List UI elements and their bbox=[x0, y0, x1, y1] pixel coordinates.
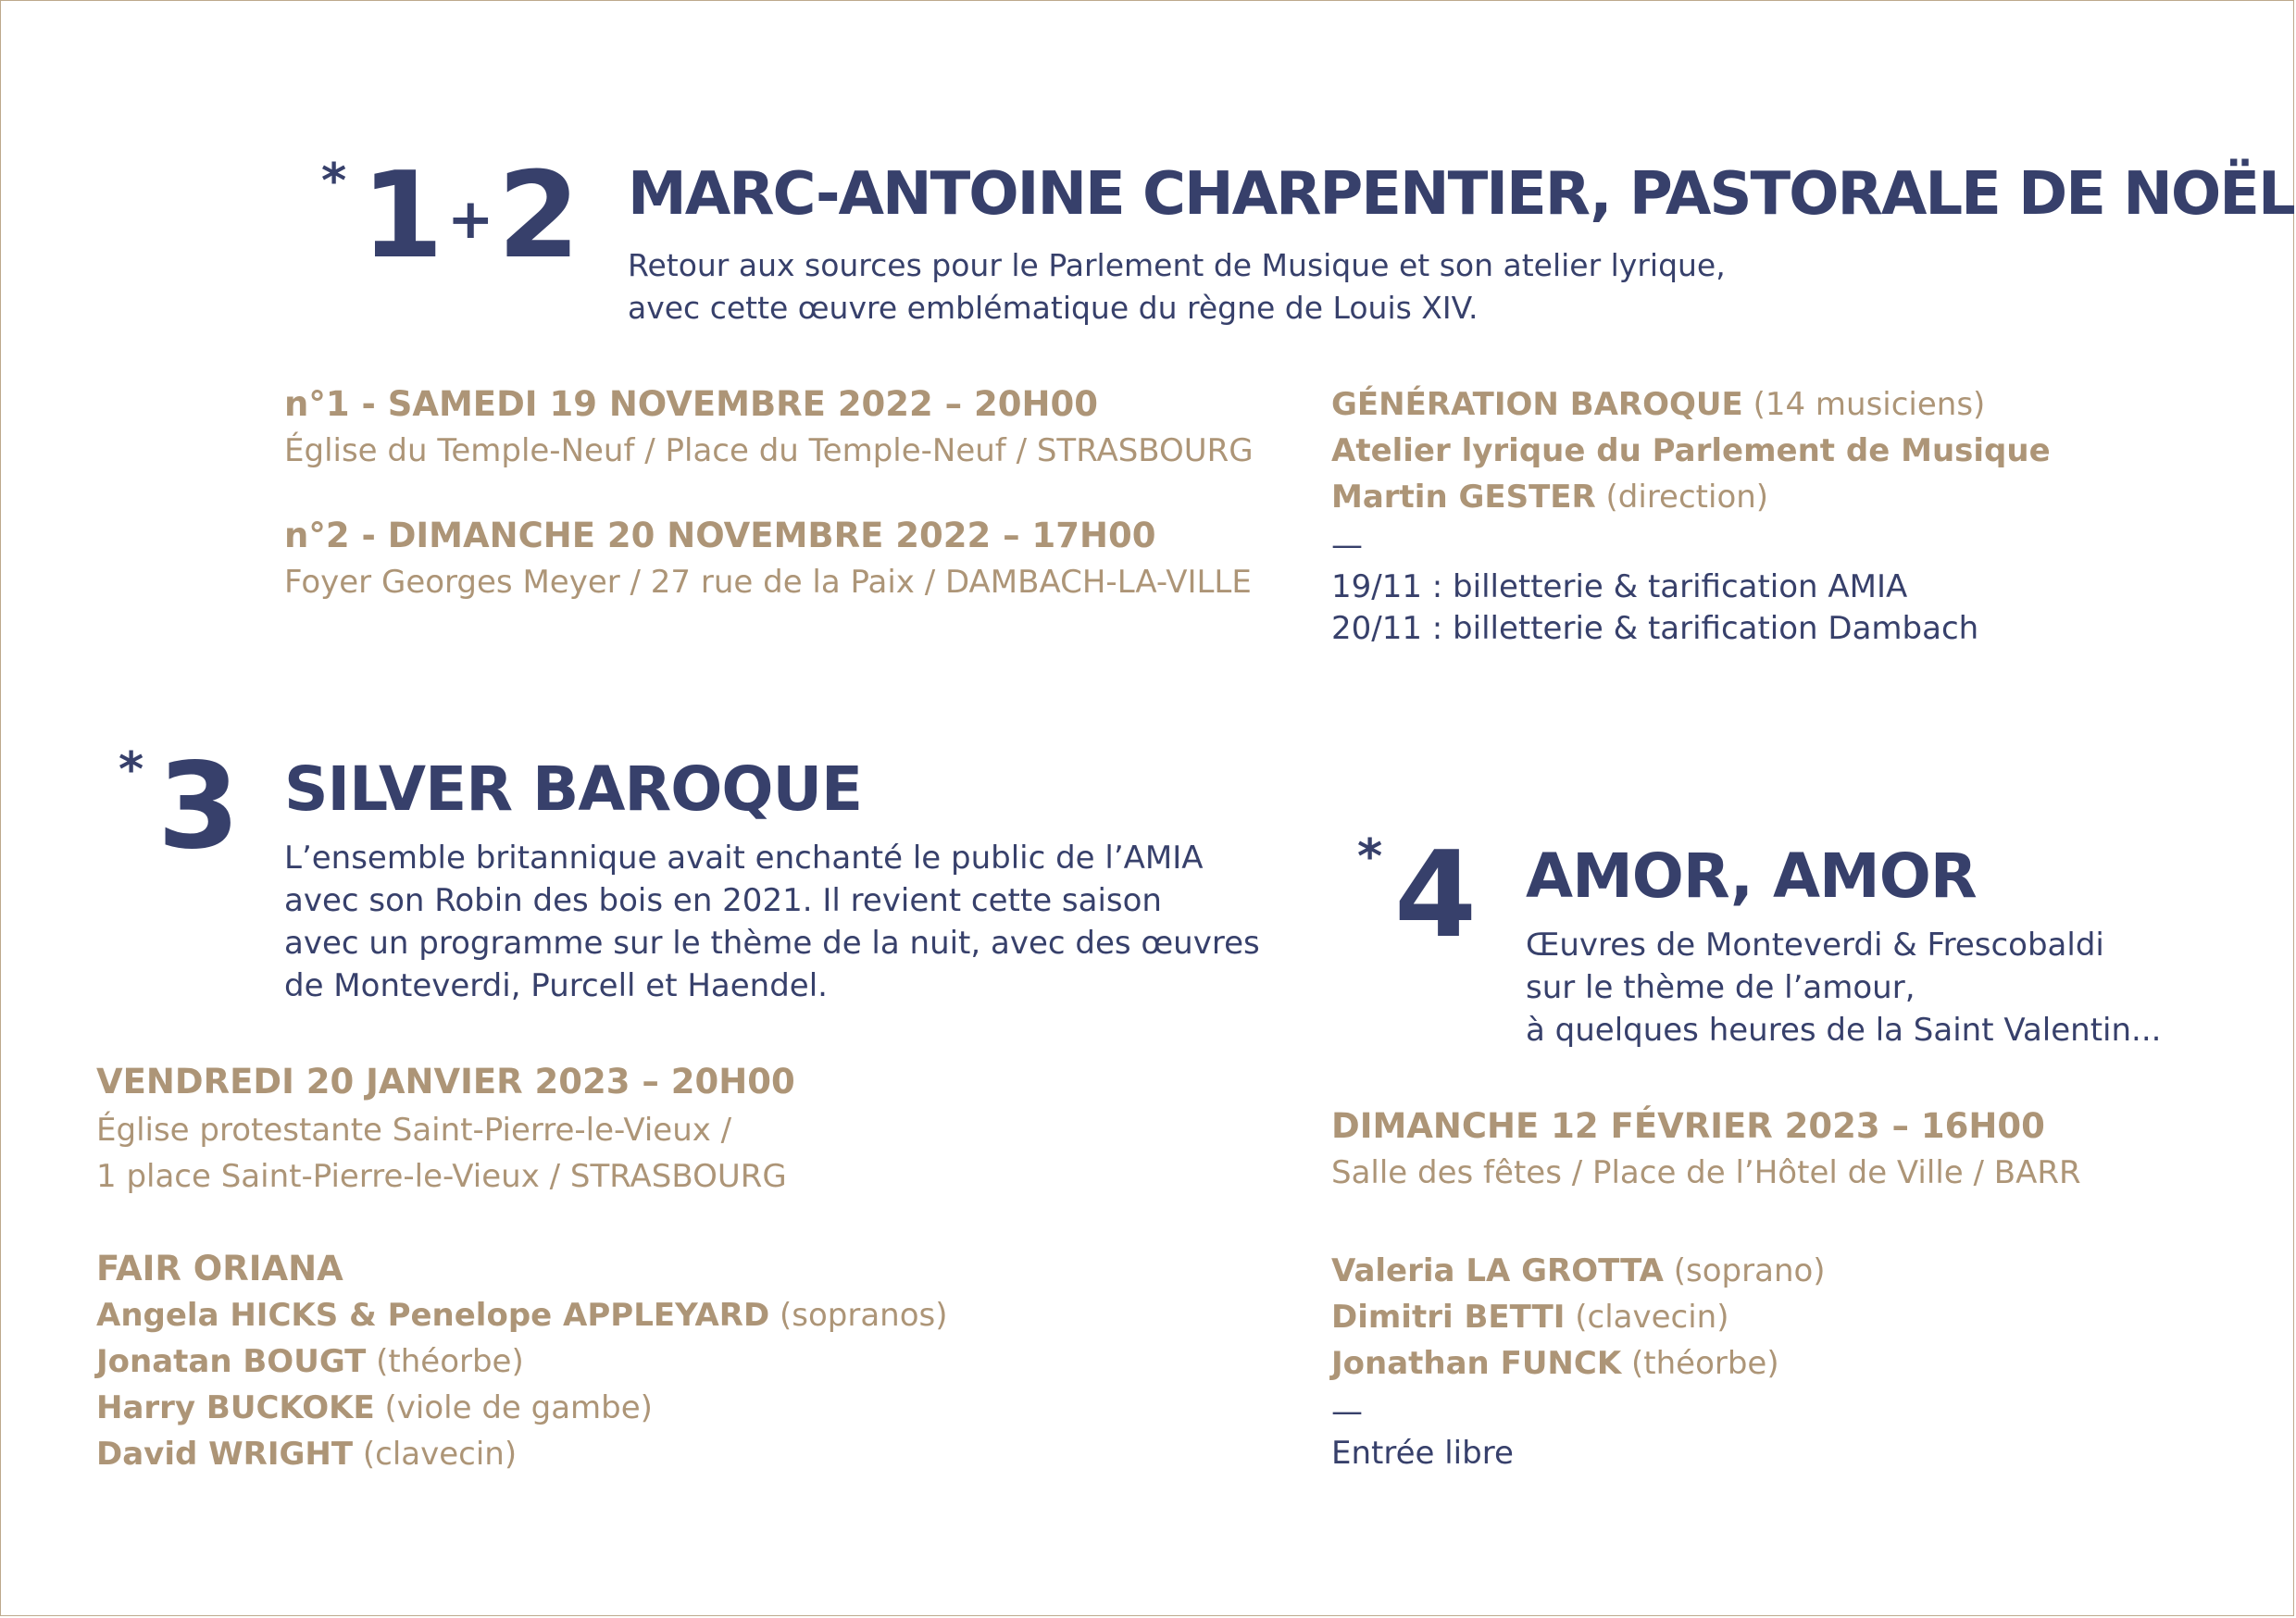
plus-sign: + bbox=[447, 187, 494, 252]
artist-name: GÉNÉRATION BAROQUE bbox=[1331, 386, 1743, 423]
concert-date-2: n°2 - DIMANCHE 20 NOVEMBRE 2022 – 17H00 bbox=[284, 516, 1156, 555]
artist-name: Harry BUCKOKE bbox=[96, 1389, 375, 1426]
artist-list bbox=[96, 1246, 948, 1477]
ticket-line: 19/11 : billetterie & tarification AMIA bbox=[1331, 568, 1908, 605]
intro-line: de Monteverdi, Purcell et Haendel. bbox=[284, 967, 828, 1004]
intro-line: à quelques heures de la Saint Valentin... bbox=[1526, 1012, 2162, 1049]
artist-line bbox=[96, 1338, 948, 1385]
concert-date-1: n°1 - SAMEDI 19 NOVEMBRE 2022 – 20H00 bbox=[284, 384, 1099, 424]
entry-info: Entrée libre bbox=[1331, 1435, 1514, 1472]
artist-role: (théorbe) bbox=[1621, 1345, 1779, 1382]
artist-role: (sopranos) bbox=[769, 1297, 948, 1334]
artist-role: (théorbe) bbox=[366, 1343, 524, 1380]
artist-name: Angela HICKS & Penelope APPLEYARD bbox=[96, 1297, 770, 1334]
ensemble-name: FAIR ORIANA bbox=[96, 1249, 343, 1288]
intro-line: L’ensemble britannique avait enchanté le public de l’AMIA bbox=[284, 840, 1204, 877]
artist-name: Valeria LA GROTTA bbox=[1331, 1252, 1664, 1289]
separator-dash: — bbox=[1331, 527, 1363, 564]
intro-line: avec son Robin des bois en 2021. Il revient cette saison bbox=[284, 882, 1162, 919]
artist-line bbox=[1331, 474, 2051, 520]
intro-line: Retour aux sources pour le Parlement de Musique et son atelier lyrique, bbox=[628, 247, 1726, 283]
number-2: 2 bbox=[497, 147, 580, 285]
venue-line: 1 place Saint-Pierre-le-Vieux / STRASBOURG bbox=[96, 1158, 787, 1195]
artist-list bbox=[1331, 1248, 1826, 1387]
artist-name: Jonathan FUNCK bbox=[1331, 1345, 1622, 1382]
artist-name: Martin GESTER bbox=[1331, 479, 1596, 516]
artist-line bbox=[96, 1292, 948, 1338]
separator-dash: — bbox=[1331, 1393, 1363, 1430]
artist-name: Dimitri BETTI bbox=[1331, 1299, 1566, 1336]
concert-number-4: 4 bbox=[1394, 827, 1478, 965]
artist-role: (direction) bbox=[1595, 479, 1769, 516]
intro-line: sur le thème de l’amour, bbox=[1526, 969, 1915, 1006]
artist-role: (clavecin) bbox=[353, 1436, 518, 1473]
concert-venue bbox=[96, 1107, 787, 1200]
intro-line: avec un programme sur le thème de la nuit, avec des œuvres bbox=[284, 925, 1260, 962]
concert-title: AMOR, AMOR bbox=[1526, 840, 1977, 912]
concert-title: SILVER BAROQUE bbox=[284, 753, 863, 825]
artist-line bbox=[96, 1385, 948, 1431]
concert-intro bbox=[628, 244, 1726, 330]
concert-venue-1: Église du Temple-Neuf / Place du Temple-Neuf / STRASBOURG bbox=[284, 432, 1254, 469]
artist-role: (clavecin) bbox=[1565, 1299, 1729, 1336]
artist-line bbox=[1331, 428, 2051, 474]
concert-venue: Salle des fêtes / Place de l’Hôtel de Ville / BARR bbox=[1331, 1154, 2081, 1191]
artist-line bbox=[1331, 1294, 1826, 1340]
artist-line bbox=[1331, 1340, 1826, 1387]
artist-name: David WRIGHT bbox=[96, 1436, 354, 1473]
concert-date: DIMANCHE 12 FÉVRIER 2023 – 16H00 bbox=[1331, 1106, 2045, 1146]
artist-name: Atelier lyrique du Parlement de Musique bbox=[1331, 432, 2051, 469]
artist-line bbox=[96, 1431, 948, 1477]
concert-number-3: 3 bbox=[157, 738, 241, 876]
venue-line: Église protestante Saint-Pierre-le-Vieux / bbox=[96, 1112, 732, 1149]
concert-number-1-2 bbox=[361, 147, 580, 285]
artist-line bbox=[1331, 1248, 1826, 1294]
concert-date: VENDREDI 20 JANVIER 2023 – 20H00 bbox=[96, 1062, 795, 1101]
ticket-info bbox=[1331, 566, 1978, 650]
concert-title: MARC-ANTOINE CHARPENTIER, PASTORALE DE NOËL bbox=[628, 160, 2294, 229]
artist-role: (soprano) bbox=[1663, 1252, 1826, 1289]
intro-line: Œuvres de Monteverdi & Frescobaldi bbox=[1526, 927, 2104, 964]
ticket-line: 20/11 : billetterie & tarification Dambach bbox=[1331, 610, 1979, 647]
artist-role: (viole de gambe) bbox=[374, 1389, 653, 1426]
asterisk-icon: * bbox=[119, 742, 144, 798]
concert-venue-2: Foyer Georges Meyer / 27 rue de la Paix / DAMBACH-LA-VILLE bbox=[284, 564, 1252, 601]
asterisk-icon: * bbox=[1357, 829, 1383, 885]
concert-intro bbox=[284, 837, 1260, 1007]
artist-role: (14 musiciens) bbox=[1742, 386, 1986, 423]
artist-name: Jonatan BOUGT bbox=[96, 1343, 367, 1380]
artist-line bbox=[1331, 381, 2051, 428]
intro-line: avec cette œuvre emblématique du règne de Louis XIV. bbox=[628, 290, 1479, 326]
concert-intro bbox=[1526, 924, 2161, 1052]
artist-list bbox=[1331, 381, 2051, 520]
asterisk-icon: * bbox=[321, 154, 347, 209]
number-1: 1 bbox=[361, 147, 444, 285]
